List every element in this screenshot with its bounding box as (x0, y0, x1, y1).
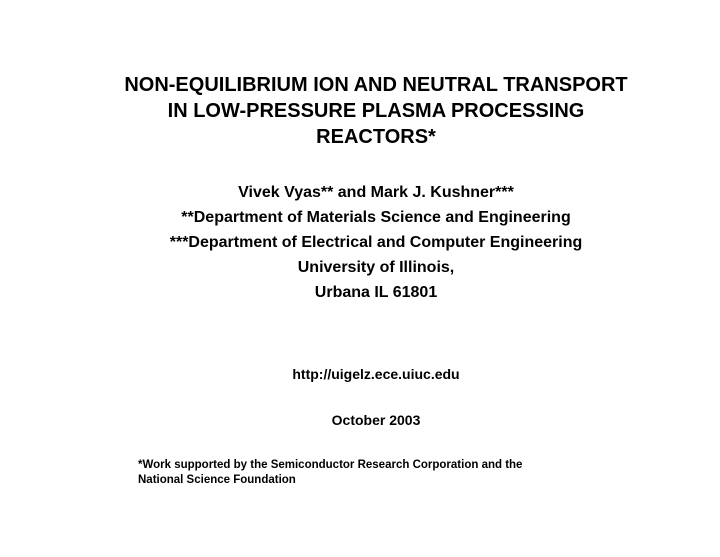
footnote-line-1: *Work supported by the Semiconductor Research Corporation and the (138, 459, 523, 471)
affiliation-materials: **Department of Materials Science and Engineering (181, 209, 571, 226)
website-url: http://uigelz.ece.uiuc.edu (292, 366, 460, 382)
title-line-2: IN LOW-PRESSURE PLASMA PROCESSING (167, 100, 585, 122)
funding-footnote (138, 458, 598, 488)
title-line-3: REACTORS* (316, 126, 436, 148)
affiliation-electrical: ***Department of Electrical and Computer Engineering (169, 234, 583, 251)
presentation-date: October 2003 (331, 412, 421, 428)
title-line-1: NON-EQUILIBRIUM ION AND NEUTRAL TRANSPORT (124, 74, 628, 96)
slide-title (60, 72, 692, 150)
footnote-line-2: National Science Foundation (138, 474, 296, 486)
author-names: Vivek Vyas** and Mark J. Kushner*** (238, 184, 514, 201)
university-location: Urbana IL 61801 (314, 284, 438, 301)
author-block (60, 180, 692, 305)
university-name: University of Illinois, (297, 259, 455, 276)
